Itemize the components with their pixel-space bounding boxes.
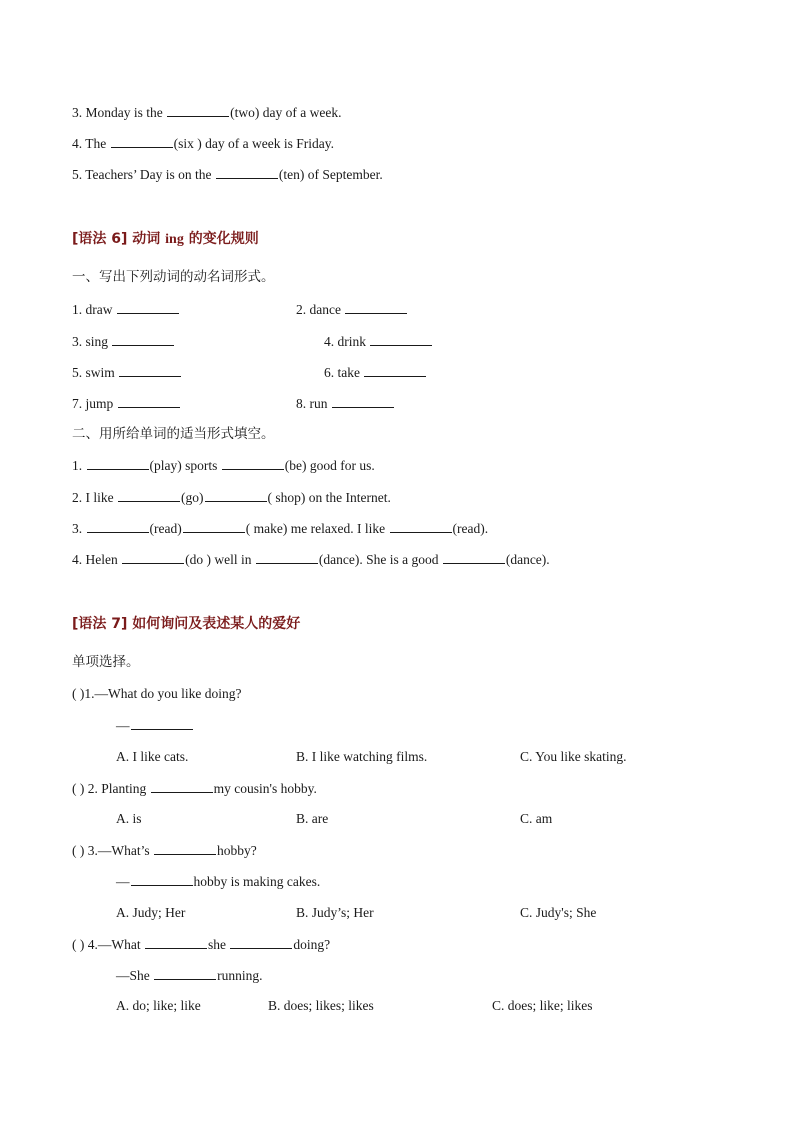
text: (dance). — [505, 552, 550, 567]
question-5 — [72, 165, 383, 184]
word-1 — [72, 300, 180, 319]
option-a: A. Judy; Her — [116, 905, 186, 920]
text: (read) — [149, 521, 182, 536]
text: 6. take — [324, 365, 364, 380]
answer-blank[interactable] — [131, 872, 193, 886]
answer-blank[interactable] — [122, 550, 184, 564]
word-7 — [72, 394, 181, 413]
answer-blank[interactable] — [118, 488, 180, 502]
option-a: A. I like cats. — [116, 749, 189, 764]
text: (six ) day of a week is Friday. — [173, 136, 334, 151]
answer-blank[interactable] — [119, 363, 181, 377]
text: 3. Monday is the — [72, 105, 167, 120]
answer-paren[interactable]: ( ) — [72, 843, 85, 858]
text: — — [116, 718, 130, 733]
text: 8. run — [296, 396, 331, 411]
answer-blank[interactable] — [222, 456, 284, 470]
word-3 — [72, 332, 175, 351]
answer-blank[interactable] — [332, 394, 394, 408]
text: (read). — [452, 521, 489, 536]
text: (do ) well in — [185, 552, 255, 567]
mc-q3-reply — [116, 872, 320, 891]
text: 4. drink — [324, 334, 370, 349]
text: (dance). She is a good — [318, 552, 442, 567]
sentence-2 — [72, 488, 391, 507]
answer-blank[interactable] — [87, 456, 149, 470]
text: doing? — [293, 937, 331, 952]
text: hobby is making cakes. — [193, 874, 321, 889]
mc-question-3 — [72, 841, 257, 860]
text: (two) day of a week. — [230, 105, 342, 120]
sentence-1 — [72, 456, 375, 475]
answer-blank[interactable] — [112, 332, 174, 346]
text: 4. Helen — [72, 552, 122, 567]
answer-paren[interactable]: ( ) — [72, 781, 85, 796]
answer-blank[interactable] — [256, 550, 318, 564]
text: 4. The — [72, 136, 110, 151]
mc-question-4 — [72, 935, 330, 954]
text: ( shop) on the Internet. — [267, 490, 391, 505]
section-7-title: [语法 7] 如何询问及表述某人的爱好 — [72, 616, 301, 632]
answer-blank[interactable] — [111, 134, 173, 148]
text: 5. swim — [72, 365, 119, 380]
text: my cousin's hobby. — [213, 781, 317, 796]
text: 1. — [72, 458, 86, 473]
answer-blank[interactable] — [390, 519, 452, 533]
answer-blank[interactable] — [443, 550, 505, 564]
option-c: C. You like skating. — [520, 749, 627, 764]
answer-blank[interactable] — [145, 935, 207, 949]
answer-blank[interactable] — [117, 300, 179, 314]
answer-blank[interactable] — [167, 103, 229, 117]
answer-blank[interactable] — [131, 716, 193, 730]
instruction: 单项选择。 — [72, 654, 140, 670]
answer-paren[interactable]: ( ) — [72, 686, 85, 701]
text: 2. I like — [72, 490, 117, 505]
text: 3. — [72, 521, 86, 536]
text: 2. dance — [296, 302, 345, 317]
text: (be) good for us. — [284, 458, 375, 473]
mc-question-2 — [72, 779, 317, 798]
answer-blank[interactable] — [216, 165, 278, 179]
text: — — [116, 874, 130, 889]
mc-q1-reply — [116, 716, 194, 735]
option-b: B. does; likes; likes — [268, 998, 374, 1013]
answer-blank[interactable] — [87, 519, 149, 533]
option-c: C. am — [520, 811, 553, 826]
answer-blank[interactable] — [230, 935, 292, 949]
word-5 — [72, 363, 182, 382]
text: 3.—What’s — [84, 843, 153, 858]
option-a: A. do; like; like — [116, 998, 201, 1013]
word-2 — [296, 300, 408, 319]
sentence-4 — [72, 550, 550, 569]
option-b: B. I like watching films. — [296, 749, 428, 764]
word-4 — [324, 332, 433, 351]
section-6-title — [72, 230, 259, 249]
text: 7. jump — [72, 396, 117, 411]
question-3 — [72, 103, 341, 122]
text: (play) sports — [149, 458, 221, 473]
sentence-3 — [72, 519, 488, 538]
text: 1.—What do you like doing? — [84, 686, 242, 701]
text: (go) — [181, 490, 204, 505]
text: running. — [217, 968, 263, 983]
answer-paren[interactable]: ( ) — [72, 937, 85, 952]
answer-blank[interactable] — [205, 488, 267, 502]
option-b: B. Judy’s; Her — [296, 905, 374, 920]
answer-blank[interactable] — [364, 363, 426, 377]
question-4 — [72, 134, 334, 153]
word-8 — [296, 394, 395, 413]
answer-blank[interactable] — [118, 394, 180, 408]
text: hobby? — [217, 843, 257, 858]
text: 1. draw — [72, 302, 116, 317]
answer-blank[interactable] — [154, 841, 216, 855]
title-text: [语法 6] 动词 — [72, 231, 166, 247]
answer-blank[interactable] — [183, 519, 245, 533]
part-1-title: 一、写出下列动词的动名词形式。 — [72, 269, 275, 285]
option-c: C. Judy's; She — [520, 905, 597, 920]
answer-blank[interactable] — [345, 300, 407, 314]
text: 2. Planting — [84, 781, 150, 796]
text: ( make) me relaxed. I like — [245, 521, 389, 536]
text: (ten) of September. — [278, 167, 383, 182]
answer-blank[interactable] — [151, 779, 213, 793]
part-2-title: 二、用所给单词的适当形式填空。 — [72, 426, 275, 442]
option-c: C. does; like; likes — [492, 998, 593, 1013]
answer-blank[interactable] — [154, 966, 216, 980]
option-a: A. is — [116, 811, 142, 826]
option-b: B. are — [296, 811, 329, 826]
mc-q4-reply — [116, 966, 263, 985]
mc-question-1 — [72, 685, 241, 703]
text: 5. Teachers’ Day is on the — [72, 167, 215, 182]
text: 4.—What — [84, 937, 144, 952]
title-ing: ing — [165, 232, 184, 247]
text: she — [208, 937, 230, 952]
text: —She — [116, 968, 154, 983]
answer-blank[interactable] — [370, 332, 432, 346]
title-text: 的变化规则 — [183, 231, 259, 247]
word-6 — [324, 363, 427, 382]
text: 3. sing — [72, 334, 112, 349]
